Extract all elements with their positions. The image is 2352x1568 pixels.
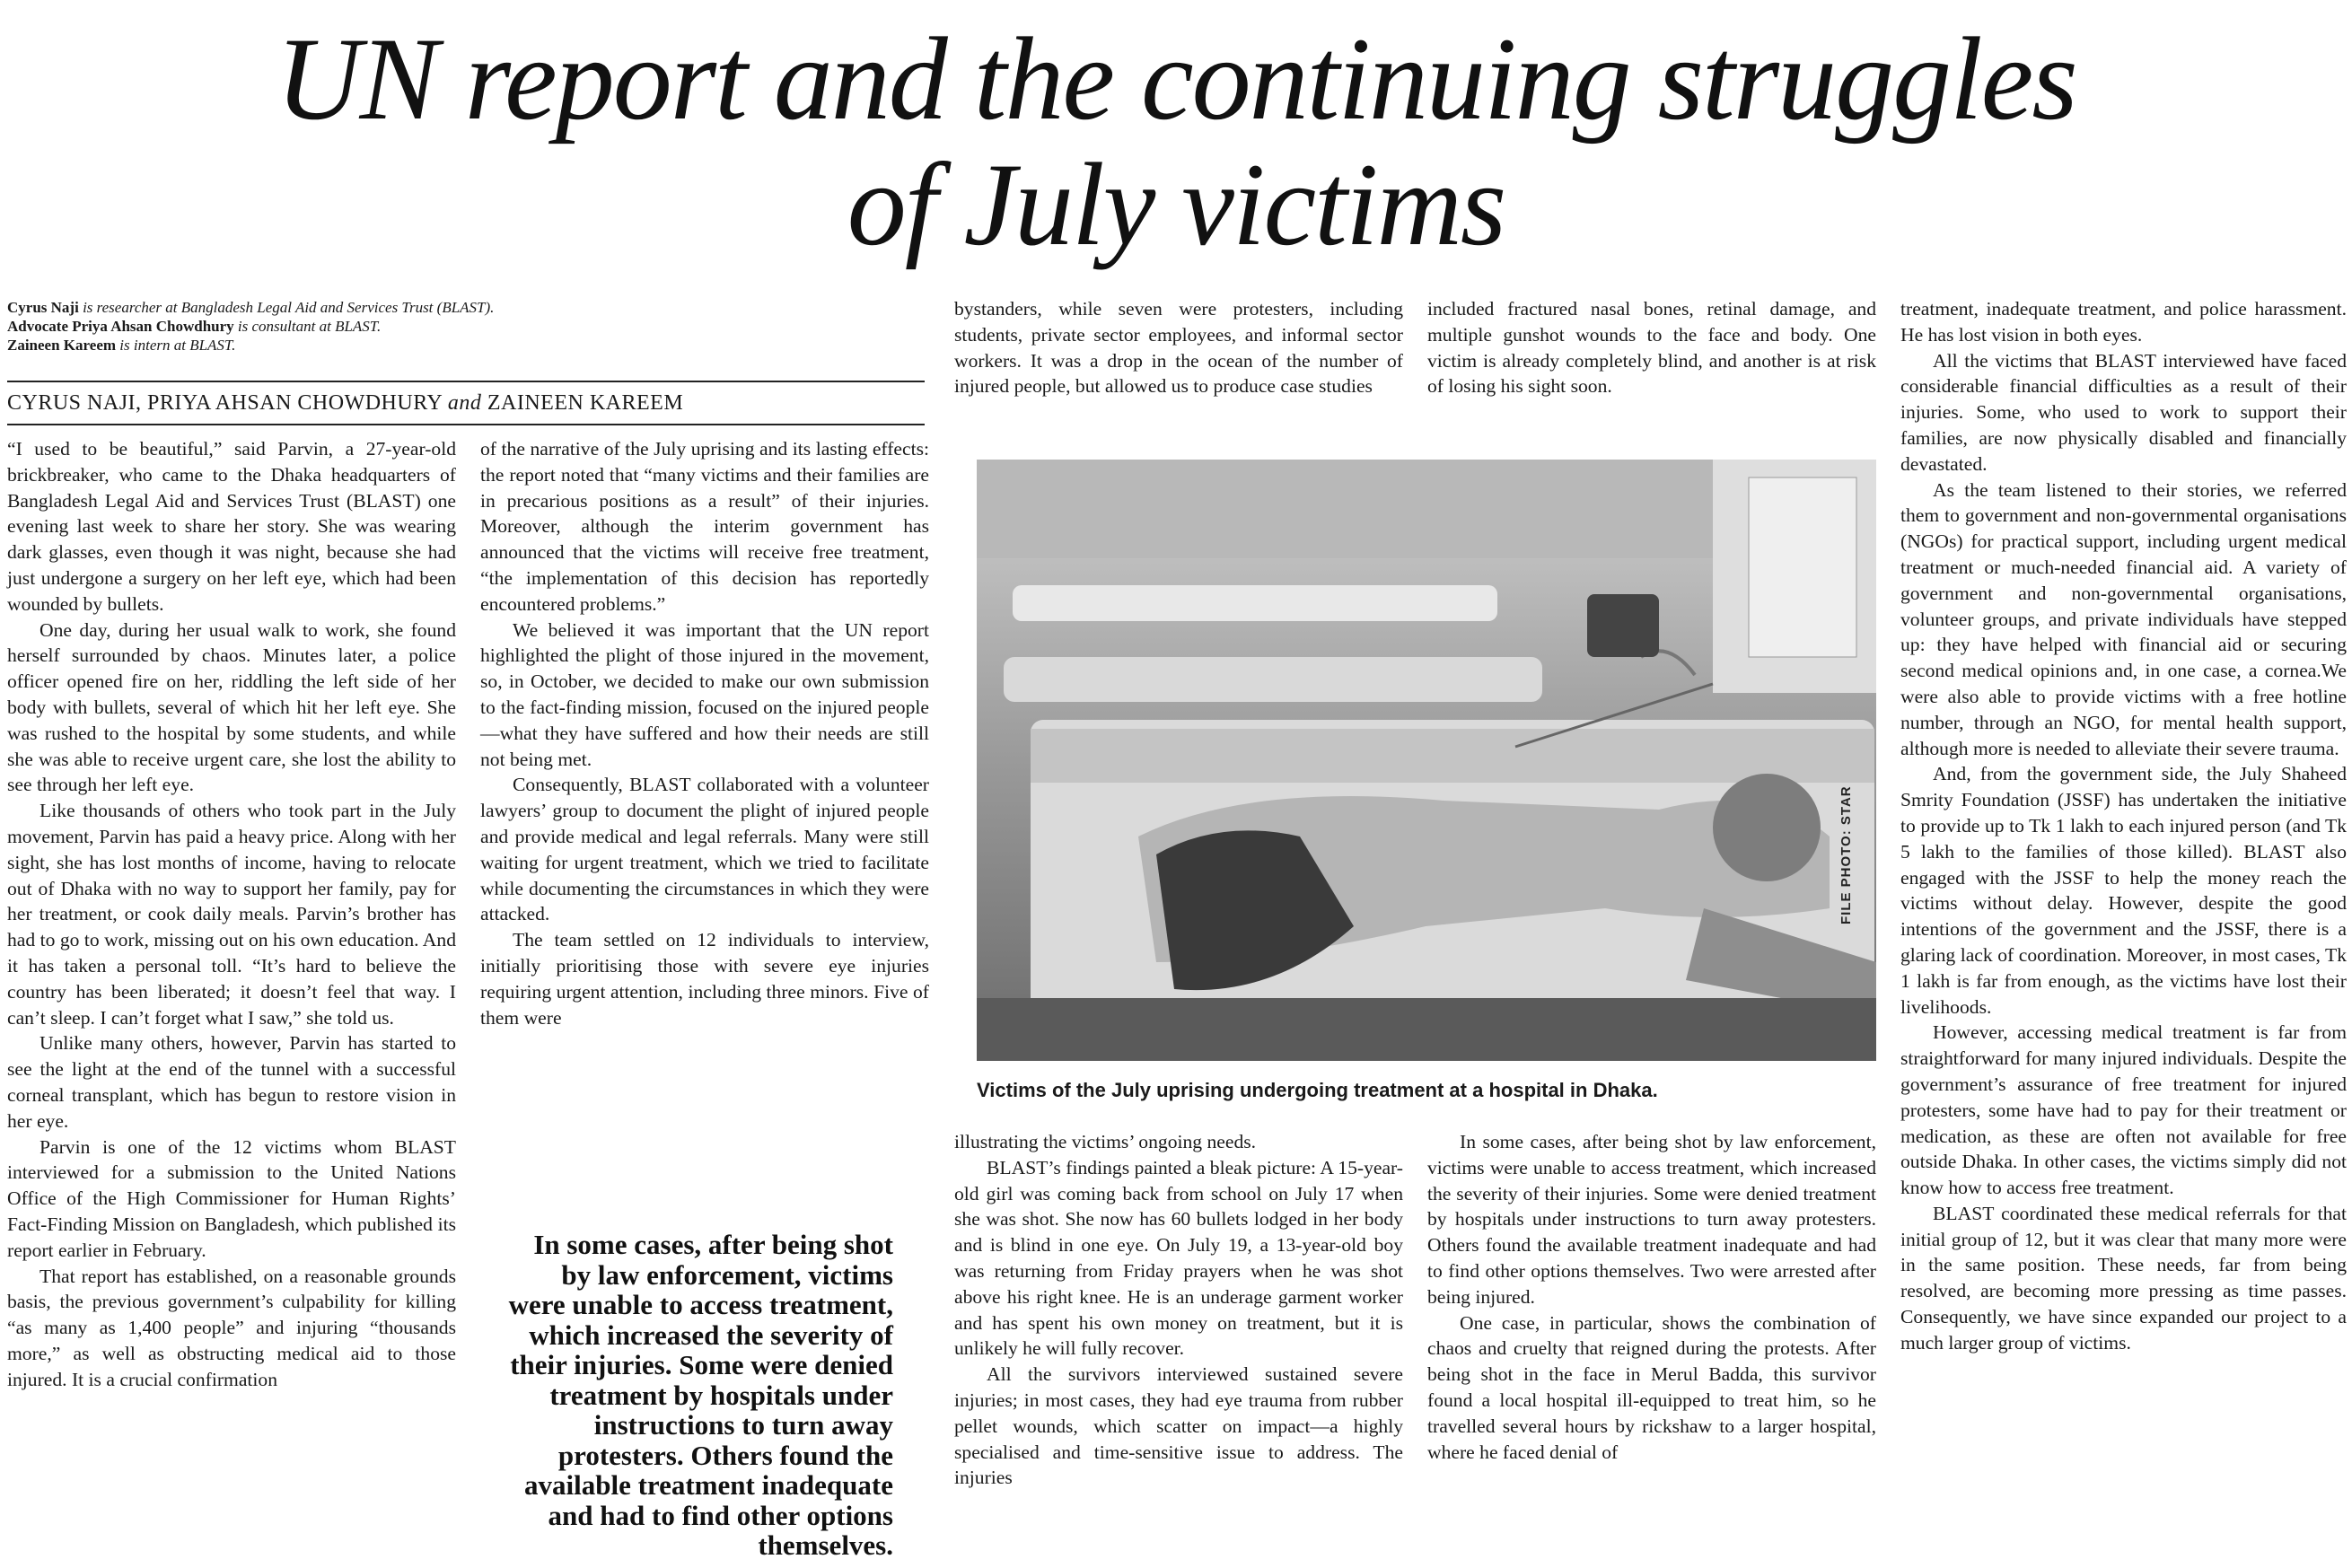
paragraph: illustrating the victims’ ongoing needs.	[954, 1131, 1257, 1152]
credit-line	[7, 298, 925, 317]
article-column-3-top	[954, 296, 1403, 399]
paragraph: One day, during her usual walk to work, she found herself surrounded by chaos. Minutes later, a police officer opened fire on her, riddling the left side of her body with bullets, several of which hit her left eye. She was rushed to the hospital by some students, and while she was able to receive urgent care, she lost the ability to see through her left eye.	[7, 618, 456, 796]
credit-role: is intern at BLAST.	[116, 337, 236, 354]
headline	[0, 13, 2352, 270]
paragraph: Unlike many others, however, Parvin has started to see the light at the end of the tunnel with a successful corneal transplant, which has begun to restore vision in her eye.	[7, 1032, 456, 1132]
paragraph: Like thousands of others who took part in the July movement, Parvin has paid a heavy price. Along with her sight, she has lost months of income, having to relocate out of Dhaka with no way to support her family, pay for her treatment, or cook daily meals. Parvin’s brother has had to go to work, missing out on his own education. And it has taken a personal toll. “It’s hard to believe the country has been liberated; it doesn’t feel that way. I can’t sleep. I can’t forget what I saw,” she told us.	[7, 800, 456, 1029]
pull-quote: In some cases, after being shot by law enforcement, victims were unable to access treatment, which increased the severity of their injuries. Some were denied treatment by hospitals under instructions to turn away protesters. Others found the available treatment inadequate and had to find other options themselves.	[508, 1229, 893, 1561]
paragraph: bystanders, while seven were protesters, including students, private sector employees, and informal sector workers. It was a drop in the ocean of the number of injured people, but allowed us to produce case studies	[954, 298, 1403, 398]
photo-credit: FILE PHOTO: STAR	[1839, 785, 1854, 924]
article-column-3-bottom	[954, 1129, 1403, 1491]
paragraph: included fractured nasal bones, retinal damage, and multiple gunshot wounds to the face and body. One victim is already completely blind, and another is at risk of losing his sight soon.	[1427, 298, 1876, 398]
byline	[7, 391, 925, 416]
paragraph: BLAST’s findings painted a bleak picture: A 15-year-old girl was coming back from school on July 17 when she was shot. She now has 60 bullets lodged in her body and is blind in one eye. On July 19, a 13-year-old boy was returning from Friday prayers when he was shot above his right knee. He is an underage garment worker and has spent his own money on treatment, but it is unlikely he will fully recover.	[954, 1156, 1403, 1360]
paragraph: All the victims that BLAST interviewed have faced considerable financial difficulties as a result of their injuries. Some, who used to work to support their families, are now physically disabled and financially devastated.	[1900, 349, 2347, 475]
paragraph: The team settled on 12 individuals to interview, initially prioritising those with severe eye injuries requiring urgent attention, including three minors. Five of them were	[480, 929, 929, 1029]
author-credits	[7, 298, 925, 355]
paragraph: One case, in particular, shows the combination of chaos and cruelty that reigned during the protests. After being shot in the face in Merul Badda, this survivor found a local hospital ill-equipped to treat him, so he travelled several hours by rickshaw to a larger hospital, where he faced denial of	[1427, 1311, 1876, 1463]
credit-line	[7, 336, 925, 355]
article-column-4-top	[1427, 296, 1876, 399]
headline-line-1: UN report and the continuing struggles	[276, 13, 2076, 145]
paragraph: treatment, inadequate treatment, and police harassment. He has lost vision in both eyes.	[1900, 298, 2347, 346]
credit-name: Zaineen Kareem	[7, 337, 117, 354]
paragraph: We believed it was important that the UN report highlighted the plight of those injured in the movement, so, in October, we decided to make our own submission to the fact-finding mission, focused on the injured people—what they have suffered and how their needs are still not being met.	[480, 618, 929, 770]
byline-last-name: ZAINEEN KAREEM	[487, 391, 684, 415]
credit-line	[7, 317, 925, 336]
paragraph: Consequently, BLAST collaborated with a volunteer lawyers’ group to document the plight of injured people and provide medical and legal referrals. Many were still waiting for urgent treatment, which we tried to facilitate while documenting the circumstances in which they were attacked.	[480, 774, 929, 925]
article-column-1	[7, 436, 456, 1392]
article-column-2	[480, 436, 929, 1030]
credit-name: Advocate Priya Ahsan Chowdhury	[7, 318, 234, 335]
divider	[7, 424, 925, 425]
article-column-5	[1900, 296, 2347, 1356]
credit-role: is researcher at Bangladesh Legal Aid and Services Trust (BLAST).	[78, 299, 495, 316]
paragraph: As the team listened to their stories, we referred them to government and non-governmental organisations (NGOs) for practical support, including urgent medical treatment or much-needed financial aid. A variety of government and non-governmental organisations, volunteer groups, and private individuals have stepped up: they have helped with financial aid or securing second medical opinions and, in one case, a cornea.We were also able to provide victims with a free hotline number, through an NGO, for mental health support, although more is needed to alleviate their severe trauma.	[1900, 478, 2347, 759]
hospital-photo	[977, 460, 1876, 1061]
photo-caption: Victims of the July uprising undergoing treatment at a hospital in Dhaka.	[977, 1079, 1658, 1101]
byline-and: and	[447, 391, 482, 415]
headline-line-2: of July victims	[847, 138, 1505, 270]
paragraph: However, accessing medical treatment is far from straightforward for many injured individuals. Despite the government’s assurance of free treatment for injured protesters, some have had to pay for their treatment or medication, as these are often not available for free outside Dhaka. In other cases, the victims simply did not know how to access free treatment.	[1900, 1021, 2347, 1199]
paragraph: All the survivors interviewed sustained severe injuries; in most cases, they had eye trauma from rubber pellet wounds, which scatter on impact—a highly specialised and time-sensitive issue to address. The injuries	[954, 1363, 1403, 1489]
article-column-4-bottom	[1427, 1129, 1876, 1465]
paragraph: BLAST coordinated these medical referrals for that initial group of 12, but it was clear that many more were in the same position. These needs, far from being resolved, are becoming more pressing as time passes. Consequently, we have since expanded our project to a much larger group of victims.	[1900, 1202, 2347, 1353]
paragraph: of the narrative of the July uprising and its lasting effects: the report noted that “many victims and their families are in precarious positions as a result” of their injuries. Moreover, although the interim government has announced that the victims will receive free treatment, “the implementation of this decision has reportedly encountered problems.”	[480, 438, 929, 615]
paragraph: In some cases, after being shot by law enforcement, victims were unable to access treatment, which increased the severity of their injuries. Some were denied treatment by hospitals under instructions to turn away protesters. Others found the available treatment inadequate and had to find other options themselves. Two were arrested after being injured.	[1427, 1131, 1876, 1308]
byline-names: CYRUS NAJI, PRIYA AHSAN CHOWDHURY	[7, 391, 443, 415]
paragraph: And, from the government side, the July Shaheed Smrity Foundation (JSSF) has undertaken the initiative to provide up to Tk 1 lakh to each injured person (and Tk 5 lakh to the families of those killed). BLAST also engaged with the JSSF to help the money reach the victims without delay. However, despite the good intentions of the government and the JSSF, there is a glaring lack of coordination. Moreover, in most cases, Tk 1 lakh is far from enough, as the victims have lost their livelihoods.	[1900, 763, 2347, 1018]
photo-illustration	[977, 460, 1876, 1061]
credit-role: is consultant at BLAST.	[233, 318, 382, 335]
divider	[7, 381, 925, 382]
paragraph: Parvin is one of the 12 victims whom BLAST interviewed for a submission to the United Nations Office of the High Commissioner for Human Rights’ Fact-Finding Mission on Bangladesh, which published its report earlier in February.	[7, 1135, 456, 1261]
credit-name: Cyrus Naji	[7, 299, 79, 316]
paragraph: That report has established, on a reasonable grounds basis, the previous government’s culpability for killing “as many as 1,400 people” and injuring “thousands more,” as well as obstructing medical aid to those injured. It is a crucial confirmation	[7, 1265, 456, 1390]
paragraph: “I used to be beautiful,” said Parvin, a 27-year-old brickbreaker, who came to the Dhaka headquarters of Bangladesh Legal Aid and Services Trust (BLAST) one evening last week to share her story. She was wearing dark glasses, even though it was night, because she had just undergone a surgery on her left eye, which had been wounded by bullets.	[7, 438, 456, 615]
